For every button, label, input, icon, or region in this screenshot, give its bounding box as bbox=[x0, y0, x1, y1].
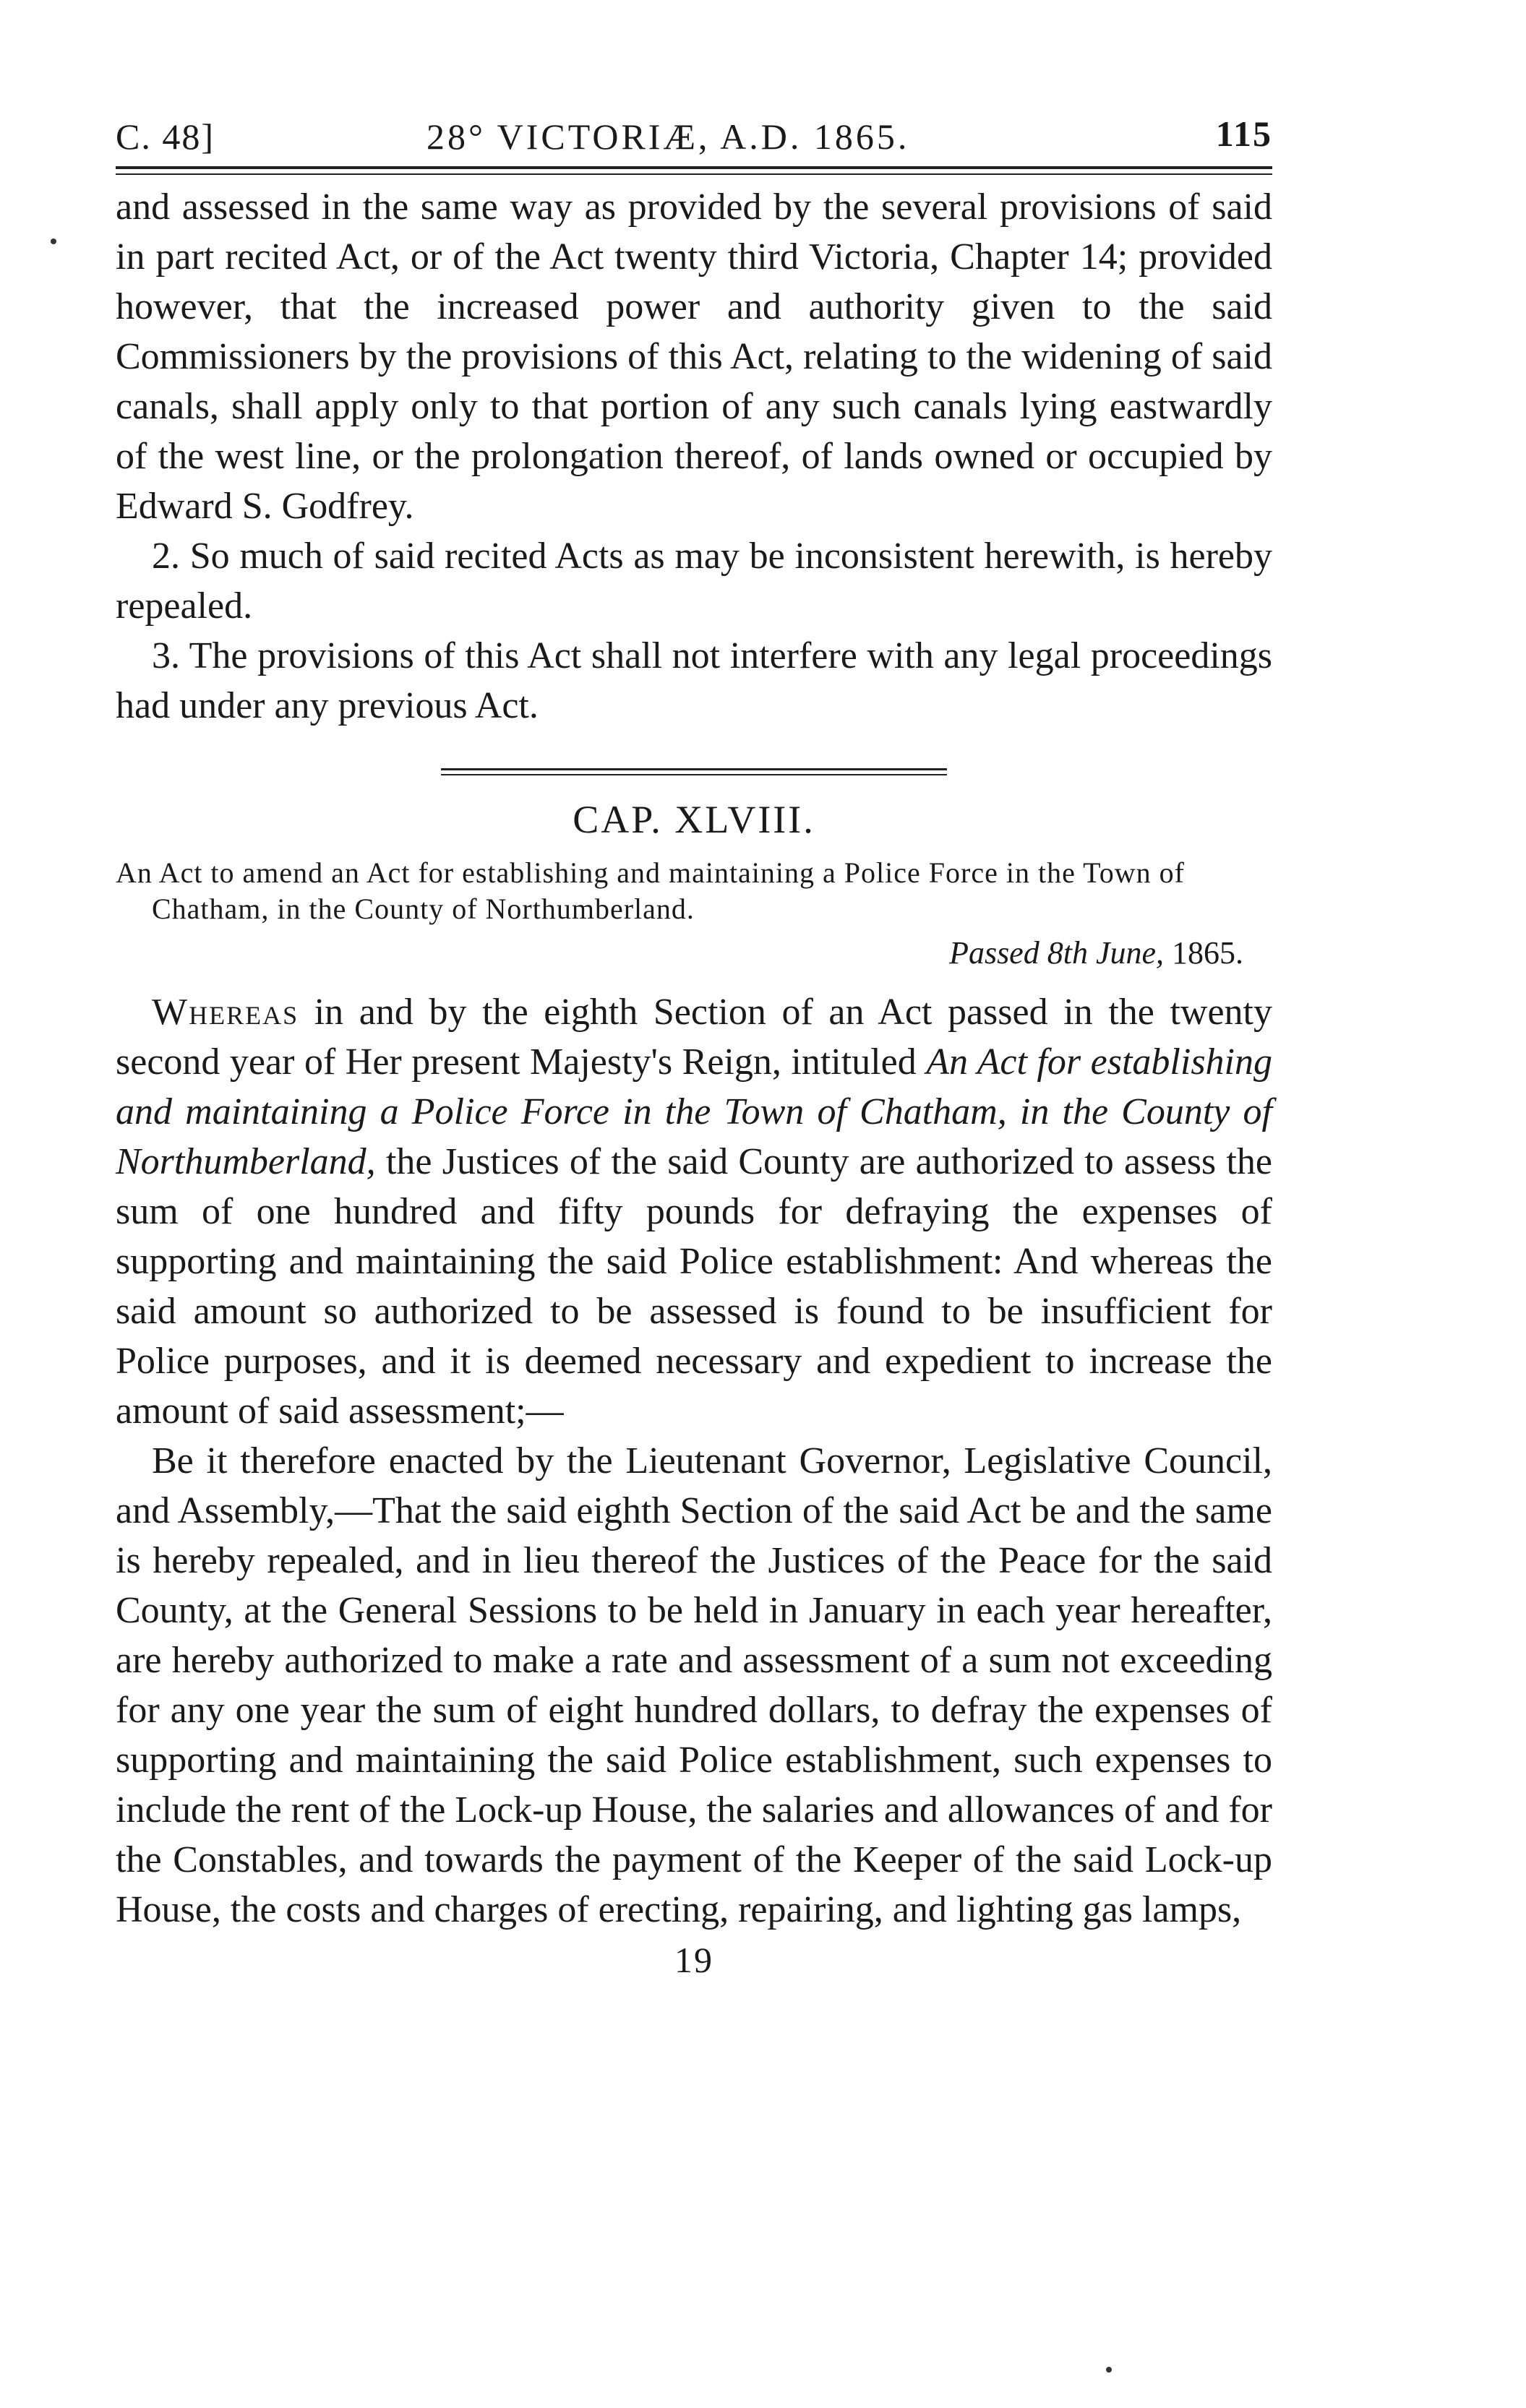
whereas-text-2: the Justices of the said County are authorized to assess the sum of one hundred and fifty pounds for defraying the expenses of supporting and maintaining the said Police establishment: And whereas the said amount so authorized to be assessed is found to be insufficient for Police purposes, and it is deemed necessary and expedient to increase the amount of said assessment;— bbox=[116, 1141, 1272, 1432]
running-header bbox=[116, 108, 1272, 166]
act-body bbox=[116, 987, 1272, 1935]
whereas-text-1: in and by the eighth Section of an Act passed in the twenty second year of Her present Majesty's Reign, intituled bbox=[116, 992, 1272, 1083]
section-divider bbox=[441, 768, 947, 775]
continued-paragraph: and assessed in the same way as provided by the several provisions of said in part recited Act, or of the Act twenty third Victoria, Chapter 14; provided however, that the increased power and authority given to the said Commissioners by the provisions of this Act, relating to the widening of said canals, shall apply only to that portion of any such canals lying eastwardly of the west line, or the prolongation thereof, of lands owned or occupied by Edward S. Godfrey. bbox=[116, 186, 1272, 527]
header-rule bbox=[116, 166, 1272, 175]
enactment-paragraph: Be it therefore enacted by the Lieutenant Governor, Legislative Council, and Assembly,—That the said eighth Section of the said Act be and the same is hereby repealed, and in lieu thereof the Justices of the Peace for the said County, at the General Sessions to be held in January in each year hereafter, are hereby authorized to make a rate and assessment of a sum not exceeding for any one year the sum of eight hundred dollars, to defray the expenses of supporting and maintaining the said Police establishment, such expenses to include the rent of the Lock-up House, the salaries and allowances of and for the Constables, and towards the payment of the Keeper of the said Lock-up House, the costs and charges of erecting, repairing, and lighting gas lamps, bbox=[116, 1440, 1272, 1930]
section-2-paragraph: 2. So much of said recited Acts as may be inconsistent herewith, is hereby repealed. bbox=[116, 536, 1272, 627]
margin-speck bbox=[1106, 2367, 1112, 2373]
signature-mark: 19 bbox=[674, 1940, 713, 1980]
chapter-reference: C. 48] bbox=[116, 116, 215, 157]
passed-year: 1865. bbox=[1172, 935, 1243, 971]
page-number: 115 bbox=[1215, 113, 1272, 154]
running-title: 28° VICTORIÆ, A.D. 1865. bbox=[426, 116, 910, 157]
cap-title: CAP. XLVIII. bbox=[573, 798, 815, 841]
cited-act-title: An Act for establishing and maintaining a Police Force in the Town of Chatham, in the County of Northumberland, bbox=[116, 1041, 1272, 1182]
act-description: An Act to amend an Act for establishing and maintaining a Police Force in the Town of Chatham, in the County of Northumberland. bbox=[116, 856, 1185, 925]
whereas-lead: Whereas bbox=[152, 992, 299, 1033]
margin-speck bbox=[51, 238, 56, 244]
document-page bbox=[116, 108, 1272, 1981]
continued-section bbox=[116, 182, 1272, 731]
passed-date bbox=[116, 934, 1243, 971]
whereas-paragraph bbox=[116, 987, 1272, 1436]
section-3-paragraph: 3. The provisions of this Act shall not interfere with any legal proceedings had under any previous Act. bbox=[116, 635, 1272, 726]
passed-label: Passed 8th June, bbox=[949, 935, 1164, 971]
